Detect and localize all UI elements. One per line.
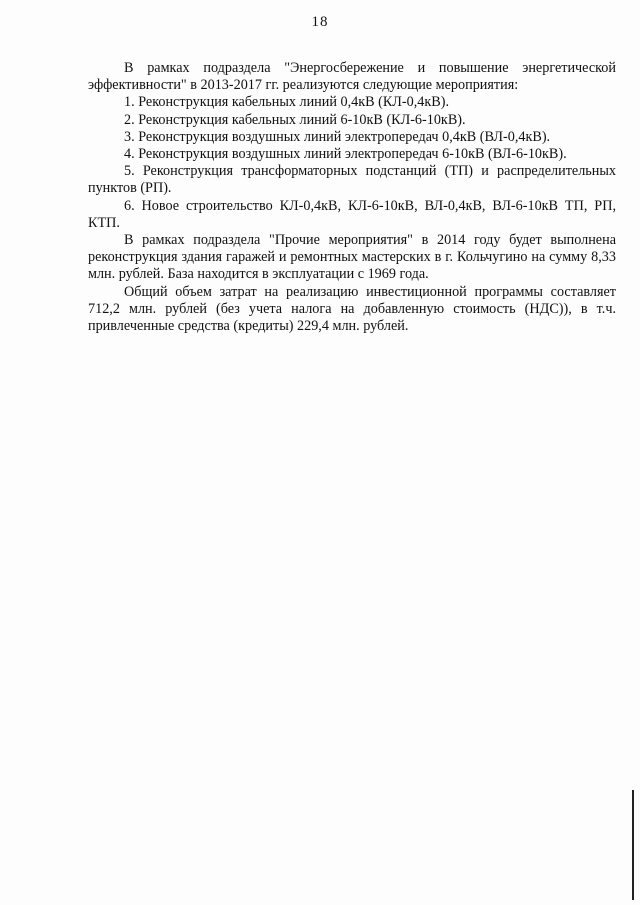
list-item: 6. Новое строительство КЛ-0,4кВ, КЛ-6-10кВ, ВЛ-0,4кВ, ВЛ-6-10кВ ТП, РП, КТП. — [88, 197, 616, 231]
list-item: 2. Реконструкция кабельных линий 6-10кВ (КЛ-6-10кВ). — [124, 111, 466, 128]
document-body — [88, 60, 616, 335]
intro-paragraph: В рамках подраздела "Энергосбережение и повышение энергетической эффективности" в 2013-2017 гг. реализуются следующие мероприятия: — [88, 60, 616, 94]
list-item: 1. Реконструкция кабельных линий 0,4кВ (КЛ-0,4кВ). — [124, 94, 450, 111]
list-item: 3. Реконструкция воздушных линий электропередач 0,4кВ (ВЛ-0,4кВ). — [124, 128, 551, 145]
scan-edge-mark — [632, 790, 634, 900]
total-cost-paragraph: Общий объем затрат на реализацию инвестиционной программы составляет 712,2 млн. рублей (без учета налога на добавленную стоимость (НДС)), в т.ч. привлеченные средства (кредиты) 229,4 млн. рублей. — [88, 283, 616, 335]
measures-list — [88, 94, 616, 232]
other-measures-paragraph: В рамках подраздела "Прочие мероприятия" в 2014 году будет выполнена реконструкция здания гаражей и ремонтных мастерских в г. Кольчугино на сумму 8,33 млн. рублей. База находится в эксплуатации с 1969 года. — [88, 232, 616, 283]
list-item: 4. Реконструкция воздушных линий электропередач 6-10кВ (ВЛ-6-10кВ). — [124, 146, 567, 163]
list-item: 5. Реконструкция трансформаторных подстанций (ТП) и распределительных пунктов (РП). — [88, 163, 616, 197]
page-number: 18 — [311, 14, 329, 30]
